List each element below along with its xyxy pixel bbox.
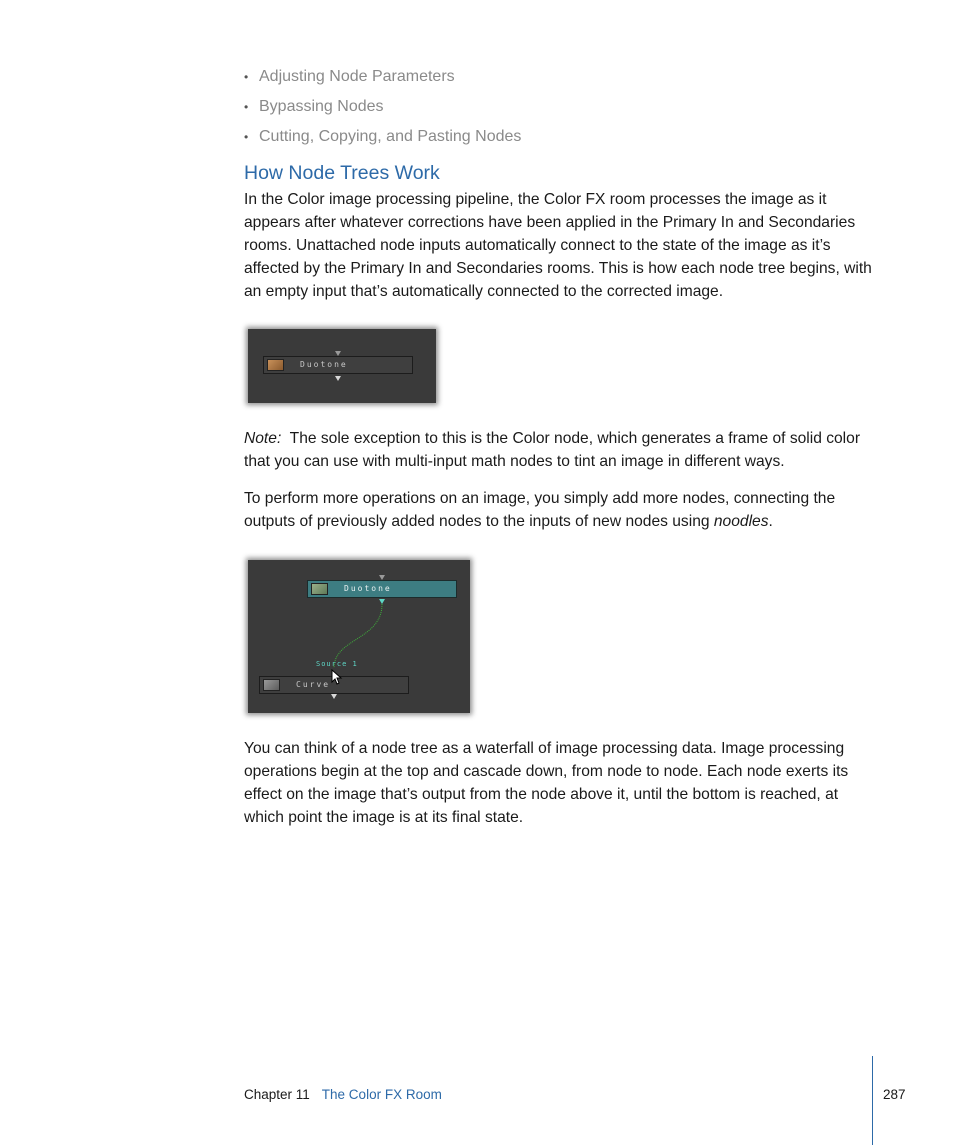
chapter-number: Chapter 11 xyxy=(244,1087,310,1102)
bullet-icon: • xyxy=(244,130,249,144)
note-label: Note: xyxy=(244,430,282,447)
bullet-icon: • xyxy=(244,70,249,84)
node-label: Duotone xyxy=(344,584,392,593)
list-item[interactable] xyxy=(244,122,521,152)
note-paragraph xyxy=(244,427,880,473)
note-text: The sole exception to this is the Color node, which generates a frame of solid color that you can use with multi-input math nodes to tint an image in different ways. xyxy=(244,430,861,470)
input-label: Source 1 xyxy=(316,660,358,668)
paragraph-waterfall: You can think of a node tree as a waterfall of image processing data. Image processing operations begin at the top and cascade down, from node to node. Each node exerts its effect on the image that’s output from the node above it, until the bottom is reached, at which point the image is at its final state. xyxy=(244,740,849,826)
page-number: 287 xyxy=(883,1087,906,1102)
chapter-title-link[interactable]: The Color FX Room xyxy=(321,1087,442,1102)
node-label: Duotone xyxy=(300,360,348,369)
link-cutting-copying-pasting-nodes[interactable]: Cutting, Copying, and Pasting Nodes xyxy=(259,128,522,145)
output-arrow-icon xyxy=(331,694,337,699)
node-label: Curve xyxy=(296,680,331,689)
link-bypassing-nodes[interactable]: Bypassing Nodes xyxy=(259,98,384,115)
bullet-icon: • xyxy=(244,100,249,114)
duotone-thumbnail-icon xyxy=(267,359,284,371)
node-tree-screenshot-single xyxy=(248,329,436,403)
node-tree-screenshot-connected xyxy=(248,560,470,713)
paragraph-end: . xyxy=(768,513,773,530)
paragraph-intro: In the Color image processing pipeline, the Color FX room processes the image as it appears after whatever corrections have been applied in the Primary In and Secondaries rooms. Unattached node inputs automatically connect to the state of the image as it’s affected by the Primary In and Secondaries rooms. This is how each node tree begins, with an empty input that’s automatically connected to the corrected image. xyxy=(244,191,872,300)
list-item[interactable] xyxy=(244,92,521,122)
noodles-term: noodles xyxy=(713,513,769,530)
mouse-pointer-icon xyxy=(331,669,343,685)
curve-thumbnail-icon xyxy=(263,679,280,691)
paragraph-add-nodes xyxy=(244,487,880,533)
output-arrow-icon xyxy=(335,376,341,381)
paragraph-text: To perform more operations on an image, you simply add more nodes, connecting the outputs of previously added nodes to the inputs of new nodes using xyxy=(244,490,836,530)
related-links-list xyxy=(244,62,521,152)
duotone-node[interactable] xyxy=(263,356,413,374)
section-heading: How Node Trees Work xyxy=(244,162,440,184)
footer-divider xyxy=(872,1056,873,1145)
footer-chapter xyxy=(244,1087,442,1102)
link-adjusting-node-parameters[interactable]: Adjusting Node Parameters xyxy=(259,68,455,85)
list-item[interactable] xyxy=(244,62,521,92)
